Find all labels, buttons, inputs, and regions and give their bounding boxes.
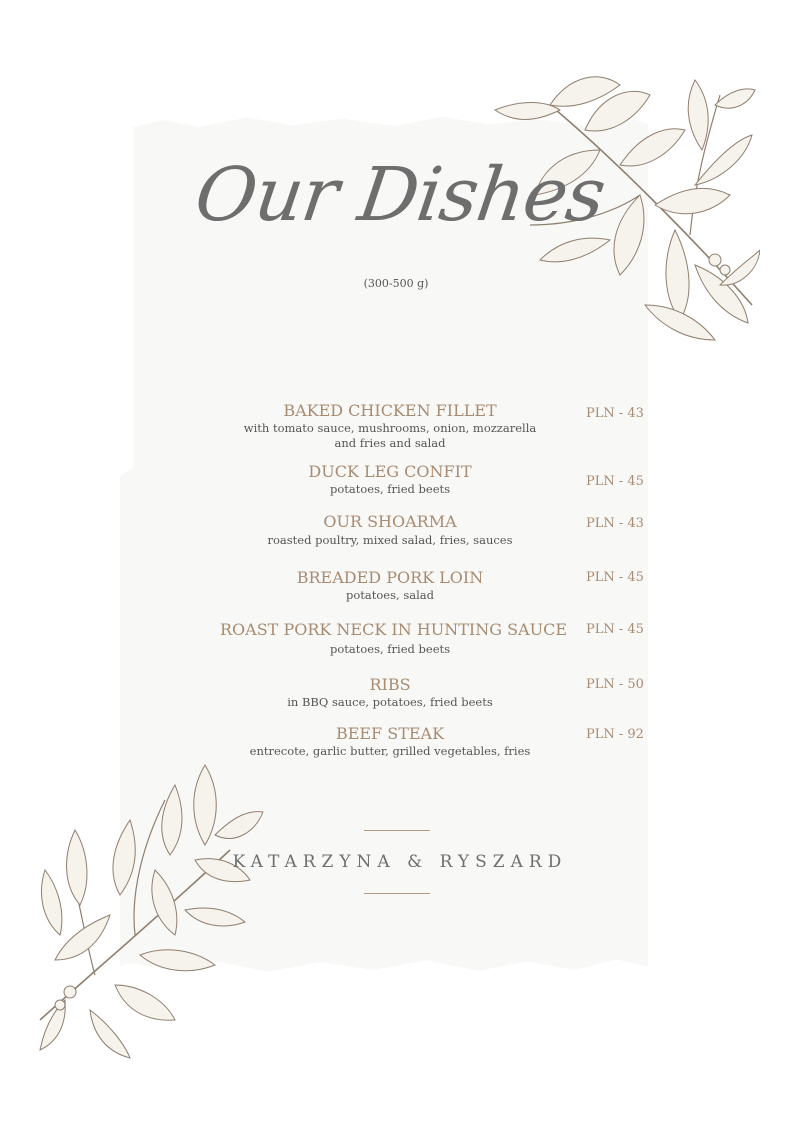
dish-name: BAKED CHICKEN FILLET bbox=[283, 401, 497, 420]
dish-description: in BBQ sauce, potatoes, fried beets bbox=[287, 695, 493, 709]
dish-price: PLN - 43 bbox=[586, 516, 644, 531]
dish-price: PLN - 92 bbox=[586, 727, 644, 742]
dish-name: DUCK LEG CONFIT bbox=[308, 462, 472, 481]
dish-price: PLN - 45 bbox=[586, 474, 644, 489]
dish-name: RIBS bbox=[369, 675, 411, 694]
dish-name: OUR SHOARMA bbox=[323, 512, 457, 531]
dish-description: potatoes, fried beets bbox=[329, 482, 451, 496]
dish-price: PLN - 45 bbox=[586, 570, 644, 585]
portion-size-note: (300-500 g) bbox=[363, 277, 429, 290]
dish-price: PLN - 50 bbox=[586, 677, 644, 692]
dish-name: BREADED PORK LOIN bbox=[296, 568, 484, 587]
dish-description-line-2: and fries and salad bbox=[334, 436, 446, 450]
dish-name: ROAST PORK NECK IN HUNTING SAUCE bbox=[220, 620, 567, 639]
dish-description: potatoes, fried beets bbox=[329, 642, 451, 656]
divider-top bbox=[364, 830, 430, 831]
dish-price: PLN - 43 bbox=[586, 406, 644, 421]
divider-bottom bbox=[364, 893, 430, 894]
dish-description: with tomato sauce, mushrooms, onion, mozzarella bbox=[243, 421, 537, 435]
page-title: Our Dishes bbox=[190, 152, 610, 238]
dish-description: roasted poultry, mixed salad, fries, sauces bbox=[267, 533, 513, 547]
dish-description: potatoes, salad bbox=[346, 588, 434, 602]
signature: KATARZYNA & RYSZARD bbox=[232, 852, 568, 872]
dish-name: BEEF STEAK bbox=[335, 724, 445, 743]
dish-price: PLN - 45 bbox=[586, 622, 644, 637]
leaf-branch-bottom-left-icon bbox=[35, 760, 265, 1060]
dish-description: entrecote, garlic butter, grilled vegetables, fries bbox=[249, 744, 531, 758]
